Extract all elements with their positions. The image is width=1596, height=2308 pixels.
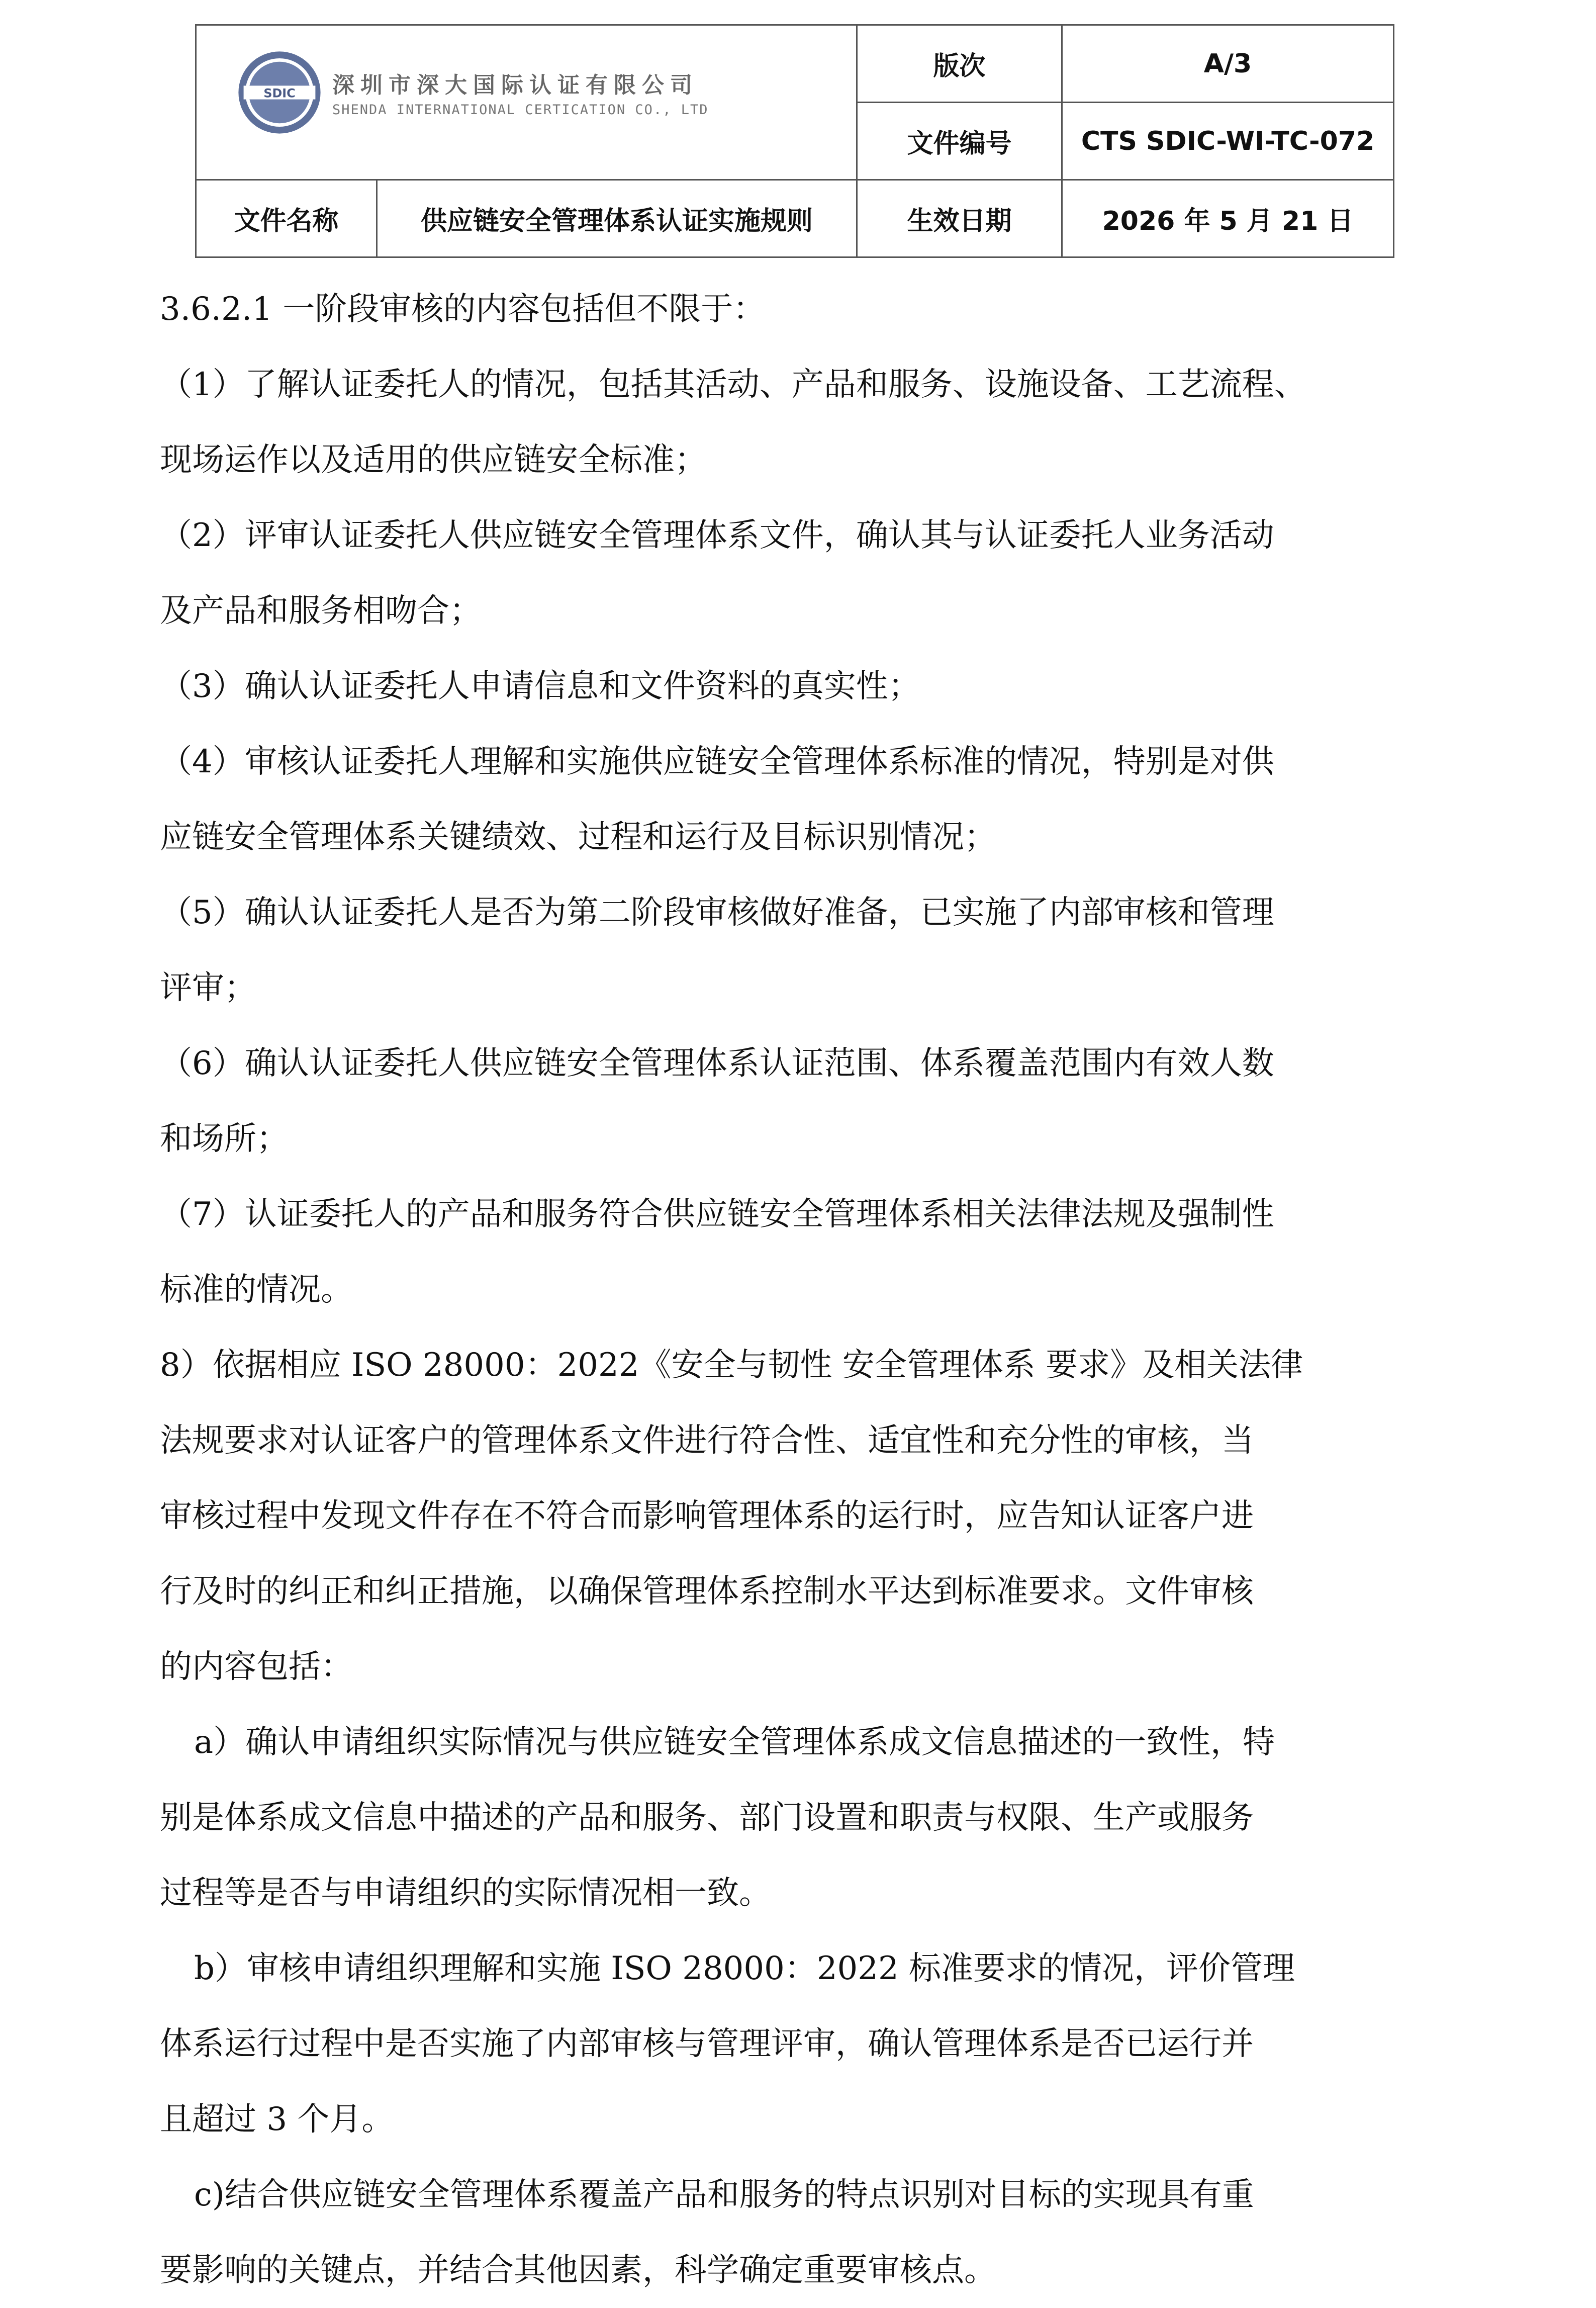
text-line: 审核过程中发现文件存在不符合而影响管理体系的运行时，应告知认证客户进: [160, 1497, 1254, 1535]
text-line: 现场运作以及适用的供应链安全标准；: [160, 441, 707, 479]
text-line: （6）确认认证委托人供应链安全管理体系认证范围、体系覆盖范围内有效人数: [160, 1045, 1274, 1082]
section-heading: 3.6.2.1 一阶段审核的内容包括但不限于：: [160, 291, 766, 328]
text-line: 法规要求对认证客户的管理体系文件进行符合性、适宜性和充分性的审核，当: [160, 1422, 1254, 1459]
text-line: 别是体系成文信息中描述的产品和服务、部门设置和职责与权限、生产或服务: [160, 1799, 1254, 1836]
document-header-table: [195, 24, 1394, 258]
text-line: 及产品和服务相吻合；: [160, 592, 482, 630]
text-line: c)结合供应链安全管理体系覆盖产品和服务的特点识别对目标的实现具有重: [194, 2176, 1254, 2213]
document-body: [160, 272, 1447, 2308]
text-line: （2）评审认证委托人供应链安全管理体系文件，确认其与认证委托人业务活动: [160, 517, 1274, 554]
company-logo-icon: [237, 50, 322, 135]
text-line: 要影响的关键点，并结合其他因素，科学确定重要审核点。: [160, 2252, 996, 2289]
version-label: 版次: [857, 25, 1062, 103]
text-line: 8）依据相应 ISO 28000：2022《安全与韧性 安全管理体系 要求》及相关法律: [160, 1347, 1303, 1384]
logo-text: SDIC: [263, 85, 296, 100]
text-line: 行及时的纠正和纠正措施，以确保管理体系控制水平达到标准要求。文件审核: [160, 1573, 1254, 1610]
effective-date-value: 2026 年 5 月 21 日: [1062, 180, 1394, 257]
text-line: （4）审核认证委托人理解和实施供应链安全管理体系标准的情况，特别是对供: [160, 743, 1274, 780]
text-line: 体系运行过程中是否实施了内部审核与管理评审，确认管理体系是否已运行并: [160, 2025, 1254, 2063]
text-line: b）审核申请组织理解和实施 ISO 28000：2022 标准要求的情况，评价管理: [194, 1950, 1295, 1987]
text-line: 过程等是否与申请组织的实际情况相一致。: [160, 1875, 771, 1912]
text-line: 且超过 3 个月。: [160, 2101, 394, 2138]
company-name-cn: 深圳市深大国际认证有限公司: [332, 72, 698, 98]
doc-number-label: 文件编号: [857, 103, 1062, 180]
text-line: 的内容包括：: [160, 1648, 353, 1685]
text-line: a）确认申请组织实际情况与供应链安全管理体系成文信息描述的一致性，特: [194, 1724, 1275, 1761]
text-line: （7）认证委托人的产品和服务符合供应链安全管理体系相关法律法规及强制性: [160, 1196, 1274, 1233]
doc-name-value: 供应链安全管理体系认证实施规则: [377, 180, 857, 257]
text-line: （1）了解认证委托人的情况，包括其活动、产品和服务、设施设备、工艺流程、: [160, 366, 1306, 403]
text-line: 标准的情况。: [160, 1271, 353, 1308]
text-line: （5）确认认证委托人是否为第二阶段审核做好准备，已实施了内部审核和管理: [160, 894, 1274, 931]
text-line: 和场所；: [160, 1120, 289, 1158]
company-logo-cell: [196, 25, 857, 180]
text-line: （3）确认认证委托人申请信息和文件资料的真实性；: [160, 668, 920, 705]
doc-name-label: 文件名称: [196, 180, 377, 257]
version-value: A/3: [1062, 25, 1394, 103]
doc-number-value: CTS SDIC-WI-TC-072: [1062, 103, 1394, 180]
company-name-en: SHENDA INTERNATIONAL CERTICATION CO., LTD: [332, 102, 709, 118]
text-line: 应链安全管理体系关键绩效、过程和运行及目标识别情况；: [160, 819, 996, 856]
effective-date-label: 生效日期: [857, 180, 1062, 257]
text-line: 评审；: [160, 969, 256, 1007]
